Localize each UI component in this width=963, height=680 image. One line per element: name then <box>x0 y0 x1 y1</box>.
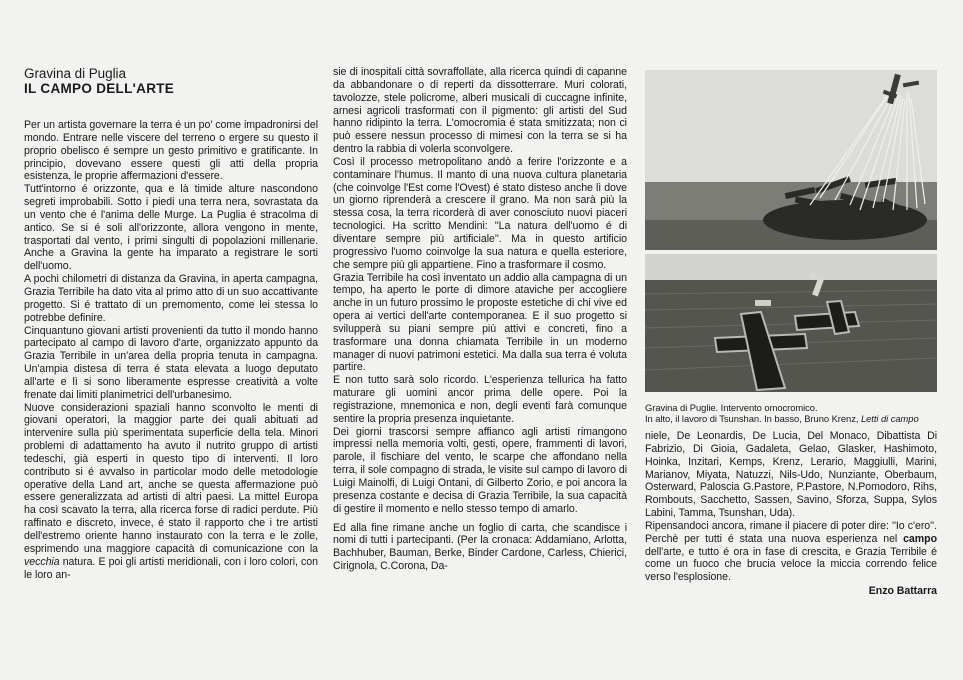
caption-line <box>645 413 937 424</box>
bold-text: campo <box>903 532 937 545</box>
paragraph: A pochi chilometri di distanza da Gravina, in aperta campagna, Grazia Terribile ha dato vita al primo atto di un suo accattivante progetto. Si é trattato di un premomento, come lei stessa lo potrebbe definire. <box>24 273 318 324</box>
photo-caption <box>645 402 937 424</box>
column-3-body <box>645 430 937 598</box>
photo-bottom-art <box>645 254 937 392</box>
column-3 <box>645 70 937 598</box>
article-kicker: Gravina di Puglia <box>24 66 126 81</box>
paragraph <box>24 402 318 582</box>
column-1 <box>24 66 318 581</box>
caption-line: Gravina di Puglie. Intervento omocromico. <box>645 402 818 413</box>
caption-title: Letti di campo <box>860 413 919 424</box>
column-2 <box>333 66 627 573</box>
text-run: Nuove considerazioni spaziali hanno sconvolto le menti di giovani operatori, la maggior parte dei quali abituati ad intervenire sulla più sperimentata superficie della tela. Minori problemi di adattamento ha avuto il nutrito gruppo di artisti tedeschi, già esperti in questo tipo di interventi. Il loro contributo si é avvalso in particolar modo delle metodologie operative della Land art, anche se questa affermazione può essere generalizzata ad artisti di altri paesi. La mittel Europa ha così scavato la terra, alla ricerca forse di radici perdute. Più raffinato e discreto, invece, é stato il rapporto che i tre artisti dell'estremo oriente hanno instaurato con la terra e le zolle, esprimendo una maggiore capacità di comunicazione con la <box>24 401 318 555</box>
author-signature: Enzo Battarra <box>868 585 937 598</box>
photo-top-art <box>645 70 937 250</box>
text-run: Ripensandoci ancora, rimane il piacere di poter dire: ''Io c'ero''. Perchè per tutti é stata una nuova esperienza nel <box>645 519 937 545</box>
article-headline: IL CAMPO DELL'ARTE <box>24 81 175 96</box>
paragraph: Grazia Terribile ha così inventato un addio alla campagna di un tempo, ha aperto le porte di dimore ataviche per accogliere anche in un futuro prossimo le proposte estetiche di chi vive ed opera ai vertici dell'arte contemporanea. E il suo progetto si svilupperà su piani sempre più attivi e concreti, fino a trasformare una donna chiamata Terribile in un moderno manager di nuovi patrimoni estetici. Ma dalla sua terra é voluta partire. <box>333 271 627 374</box>
slab <box>755 300 771 306</box>
text-run: dell'arte, e tutto é ora in fase di crescita, e Grazia Terribile é come un fuoco che brucia veloce la miccia correndo felice verso l'esplosione. <box>645 545 937 584</box>
paragraph: Ed alla fine rimane anche un foglio di carta, che scandisce i nomi di tutti i partecipanti. (Per la cronaca: Addamiano, Arlotta, Bachhuber, Bauman, Berke, Binder Cardone, Carless, Chierici, Cirignola, C.Corona, Da- <box>333 521 627 573</box>
paragraph: Dei giorni trascorsi sempre affianco agli artisti rimangono impressi nella memoria volti, gesti, opere, frammenti di lavori, parole, il fischiare del vento, le scarpe che affondano nella terra, il sole compagno di strada, le visite sul campo di lavoro di Luigi Mainolfi, di Luigi Ontani, di Gilberto Zorio, e poi ancora la presenza costante e decisa di Grazia Terribile, la sua capacità di gestire il momento e nello stesso tempo di amarlo. <box>333 425 628 515</box>
caption-text: In alto, il lavoro di Tsunshan. In basso, Bruno Krenz, <box>645 413 861 424</box>
italic-text: vecchia <box>24 555 60 568</box>
paragraph: sie di inospitali città sovraffollate, alla ricerca quindi di capanne da abbandonare o di reperti da dissotterrare. Muri colorati, tavolozze, stele policrome, alberi musicali di cuccagne infinite, arnesi agricoli trasformati con il pigmento: gli artisti del Sud hanno ridipinto la terra. L'omocromia é stata smitizzata; non ci può essere nessun processo di mimesi con la terra se si ha dentro la rabbia di volerla sconvolgere. <box>333 66 627 156</box>
paragraph: Cinquantuno giovani artisti provenienti da tutto il mondo hanno partecipato al campo di lavoro d'arte, organizzato appunto da Grazia Terribile in un'area della propria tenuta in campagna. Un'ampia distesa di terra é stata elevata a luogo deputato all'arte e lì si sono liberamente espresse creatività a volte frenate dai limiti planimetrici dell'urbanesimo. <box>24 324 318 401</box>
text-run: natura. E poi gli artisti meridionali, con i loro colori, con le loro an- <box>24 555 318 581</box>
paragraph <box>645 520 937 584</box>
paragraph: E non tutto sarà solo ricordo. L'esperienza tellurica ha fatto maturare gli uomini ancor prima delle opere. Poi la registrazione, mnemonica e non, degli eventi farà comunque sentire la propria presenza inquietante. <box>333 374 627 425</box>
paragraph: niele, De Leonardis, De Lucia, Del Monaco, Dibattista Di Fabrizio, Di Gioia, Gadaleta, Gelao, Glasker, Hashimoto, Hoinka, Inzitari, Kemps, Krenz, Lerario, Maggiulli, Marini, Marianov, Miyata, Natuzzi, Nils-Udo, Nunziante, Oberbaum, Osterward, Paloscia G.Pastore, P.Pastore, N.Pomodoro, Rihs, Rombouts, Sacchetto, Sassen, Savino, Sforza, Suppa, Sylos Labini, Tamma, Tsunshan, Uda). <box>645 430 937 520</box>
paragraph: Tutt'intorno é orizzonte, qua e là timide alture nascondono segreti improbabili. Sotto i piedi una terra nera, sovrastata da un vento che é l'anima delle Murge. La Puglia é stracolma di antico. Se si é soli all'orizzonte, allora vengono in mente, trasportati dal vento, i primi singulti di popolazioni millenarie. Anche a Gravina la gente ha imparato a registrare le sorti dell'uomo. <box>24 183 318 273</box>
photo-bottom <box>645 254 937 392</box>
paragraph: Così il processo metropolitano andò a ferire l'orizzonte e a contaminare l'humus. Il manto di una nuova cultura planetaria (che coinvolge l'Est come l'Ovest) é stato disteso anche lì dove un giorno riprenderà a crescere il grano. Ma non sarà più la stessa cosa, la terra ricorderà di aver conosciuto nuovi piaceri tecnologici. Ha scritto Mendini: ''La natura dell'uomo é di diventare sempre più artificiale''. Ma in questo artificio progressivo l'uomo coinvolge la sua natura e quella esteriore, che sempre più gli appartiene. Fino a trasformare il cosmo. <box>333 155 627 271</box>
photo-top <box>645 70 937 250</box>
paragraph: Per un artista governare la terra é un po' come impadronirsi del mondo. Entrare nelle viscere del terreno o ergere su questo il proprio obelisco é sempre un gesto primitivo e gratificante. In principio, dovevano essere questi gli atti della propria esistenza, le proprie affermazioni d'essere. <box>24 119 318 183</box>
